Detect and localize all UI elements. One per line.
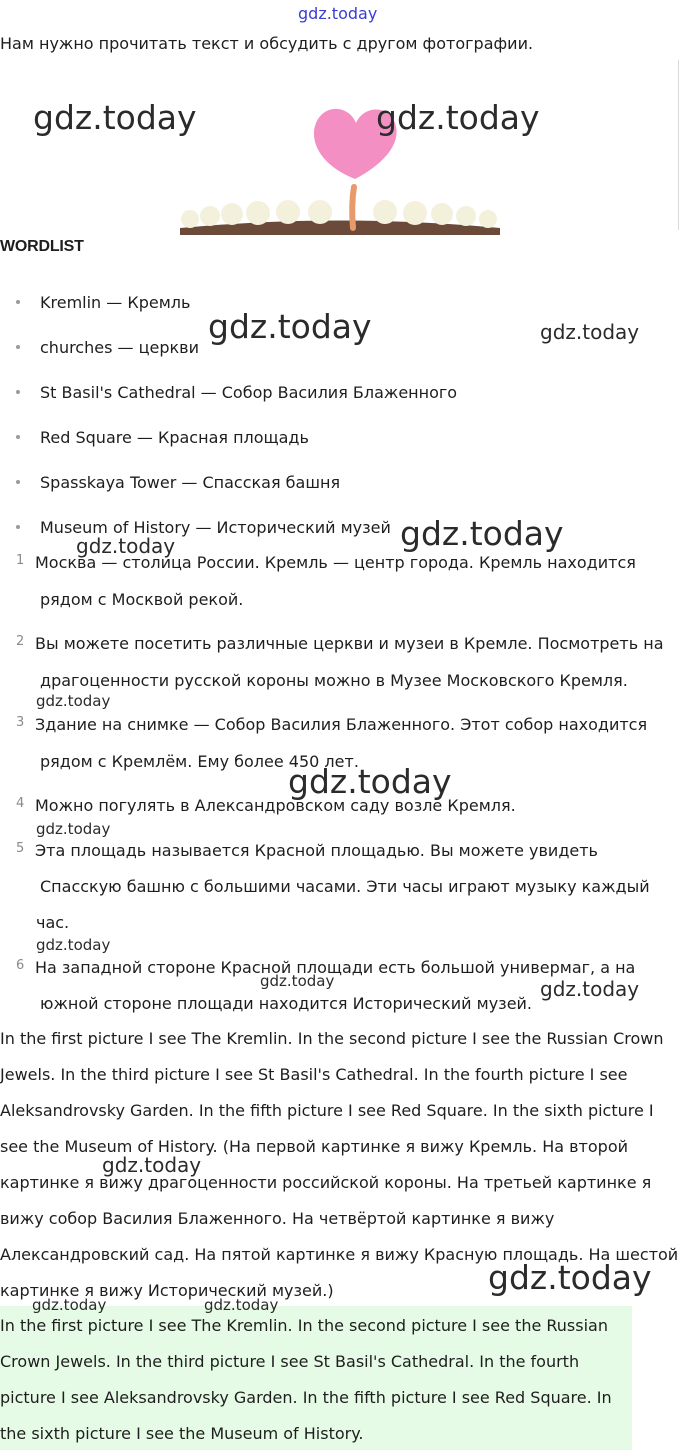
item-text: Эта площадь называется Красной площадью. Вы можете увидеть — [35, 841, 598, 860]
item-number: 4 — [16, 796, 25, 811]
item-text: час. — [36, 913, 70, 932]
item-number: 2 — [16, 634, 25, 649]
top-watermark: gdz.today — [298, 4, 378, 23]
answer-box — [0, 1306, 632, 1450]
item-text: Москва — столица России. Кремль — центр города. Кремль находится — [35, 553, 636, 572]
watermark: gdz.today — [33, 98, 197, 137]
stem-shape — [352, 187, 354, 228]
list-item-text: Red Square — Красная площадь — [40, 428, 309, 447]
watermark: gdz.today — [540, 320, 640, 344]
item-number: 3 — [16, 715, 25, 730]
paragraph-line: see the Museum of History. (На первой картинке я вижу Кремль. На второй — [0, 1137, 629, 1156]
soil-ground — [180, 200, 500, 235]
paragraph-line: In the first picture I see The Kremlin. In the second picture I see the Russian Crown — [0, 1029, 664, 1048]
bullet-icon — [16, 480, 20, 484]
list-item-text: St Basil's Cathedral — Собор Василия Блаженного — [40, 383, 458, 402]
answer-line: In the first picture I see The Kremlin. In the second picture I see the Russian — [0, 1316, 608, 1335]
bullet-icon — [16, 390, 20, 394]
item-text: южной стороне площади находится Исторический музей. — [40, 994, 533, 1013]
paragraph-line: Jewels. In the third picture I see St Basil's Cathedral. In the fourth picture I see — [0, 1065, 628, 1084]
item-text: рядом с Москвой рекой. — [40, 590, 244, 609]
item-text: Можно погулять в Александровском саду возле Кремля. — [35, 796, 516, 815]
answer-line: Crown Jewels. In the third picture I see St Basil's Cathedral. In the fourth — [0, 1352, 580, 1371]
list-item-text: Kremlin — Кремль — [40, 293, 191, 312]
watermark: gdz.today — [488, 1258, 652, 1297]
paragraph-line: картинке я вижу драгоценности российской короны. На третьей картинке я — [0, 1173, 652, 1192]
item-text: драгоценности русской короны можно в Музее Московского Кремля. — [40, 671, 628, 690]
item-text: Здание на снимке — Собор Василия Блаженного. Этот собор находится — [35, 715, 648, 734]
bullet-icon — [16, 525, 20, 529]
answer-line: the sixth picture I see the Museum of History. — [0, 1424, 364, 1443]
scrollbar-track[interactable] — [678, 60, 679, 230]
watermark: gdz.today — [208, 307, 372, 346]
item-text: Вы можете посетить различные церкви и музеи в Кремле. Посмотреть на — [35, 634, 664, 653]
watermark: gdz.today — [260, 972, 335, 990]
list-item-text: Spasskaya Tower — Спасская башня — [40, 473, 341, 492]
watermark: gdz.today — [36, 936, 111, 954]
watermark: gdz.today — [540, 977, 640, 1001]
intro-text: Нам нужно прочитать текст и обсудить с другом фотографии. — [0, 34, 534, 53]
watermark: gdz.today — [288, 762, 452, 801]
list-item-text: churches — церкви — [40, 338, 199, 357]
item-number: 5 — [16, 841, 25, 856]
item-text: Спасскую башню с большими часами. Эти часы играют музыку каждый — [40, 877, 650, 896]
watermark: gdz.today — [204, 1296, 279, 1314]
paragraph-line: картинке я вижу Исторический музей.) — [0, 1281, 334, 1300]
answer-line: picture I see Aleksandrovsky Garden. In the fifth picture I see Red Square. In — [0, 1388, 612, 1407]
item-text: рядом с Кремлём. Ему более 450 лет. — [40, 752, 359, 771]
item-text: На западной стороне Красной площади есть большой универмаг, а на — [35, 958, 636, 977]
watermark: gdz.today — [76, 534, 176, 558]
bullet-icon — [16, 300, 20, 304]
bullet-icon — [16, 435, 20, 439]
watermark: gdz.today — [36, 692, 111, 710]
list-item-text: Museum of History — Исторический музей — [40, 518, 391, 537]
bullet-icon — [16, 345, 20, 349]
wordlist-title: WORDLIST — [0, 238, 84, 255]
watermark: gdz.today — [400, 514, 564, 553]
paragraph-line: вижу собор Василия Блаженного. На четвёртой картинке я вижу — [0, 1209, 555, 1228]
watermark: gdz.today — [102, 1153, 202, 1177]
watermark: gdz.today — [376, 98, 540, 137]
item-number: 1 — [16, 553, 25, 568]
item-number: 6 — [16, 958, 25, 973]
paragraph-line: Aleksandrovsky Garden. In the fifth picture I see Red Square. In the sixth picture I — [0, 1101, 654, 1120]
watermark: gdz.today — [36, 820, 111, 838]
watermark: gdz.today — [32, 1296, 107, 1314]
paragraph-line: Александровский сад. На пятой картинке я вижу Красную площадь. На шестой — [0, 1245, 679, 1264]
